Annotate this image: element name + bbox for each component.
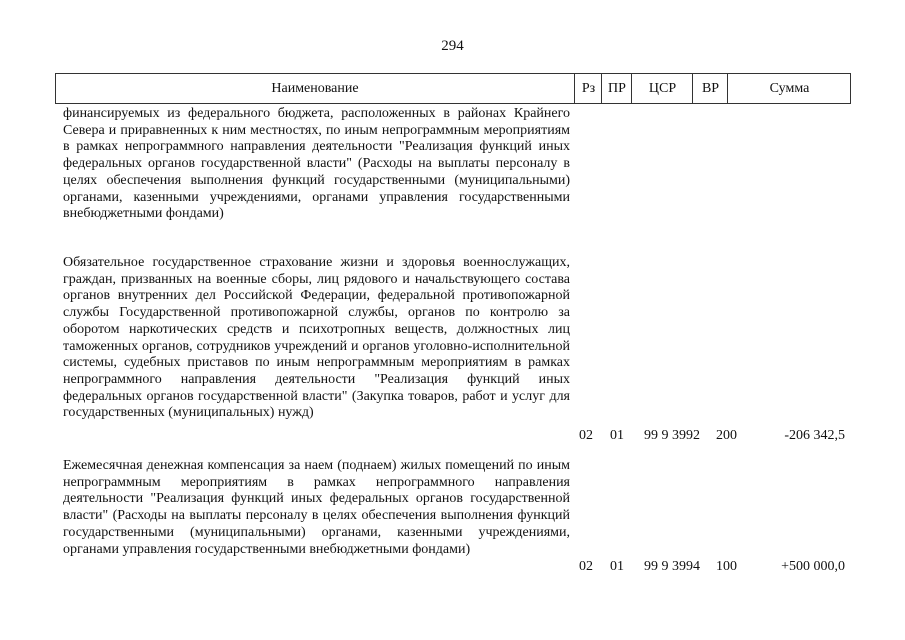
table-header [55,73,851,104]
header-rz: Рз [574,74,602,103]
row-rz: 02 [579,559,593,575]
table-row [55,255,851,445]
row-vr: 200 [716,428,737,444]
page-number: 294 [441,38,464,54]
header-vr: ВР [692,74,728,103]
budget-table [55,73,851,575]
table-row [55,106,851,240]
row-csr: 99 9 3994 [644,559,700,575]
row-text: Обязательное государственное страхование жизни и здоровья военнослужащих, граждан, призванных на военные сборы, лиц рядового и начальствующего состава органов внутренних дел Российской Федерации, федеральной противопожарной службы Государственной противопожарной службы, органов по контролю за оборотом наркотических средств и психотропных веществ, должностных лиц таможенных органов, сотрудников учреждений и органов уголовно-исполнительной системы, судебных приставов по иным непрограммным мероприятиям в рамках непрограммного направления деятельности "Реализация функций иных федеральных органов государственной власти" (Закупка товаров, работ и услуг для государственных (муниципальных) нужд) [63,255,570,421]
row-sum: -206 342,5 [784,428,845,444]
row-csr: 99 9 3992 [644,428,700,444]
header-pr: ПР [601,74,632,103]
row-text: Ежемесячная денежная компенсация за наем (поднаем) жилых помещений по иным непрограммным мероприятиям в рамках непрограммного направления деятельности "Реализация функций иных федеральных органов государственной власти" (Расходы на выплаты персоналу в целях обеспечения выполнения функций государственными (муниципальными) органами, казенными учреждениями, органами управления государственными внебюджетными фондами) [63,458,570,557]
row-pr: 01 [610,428,624,444]
row-pr: 01 [610,559,624,575]
header-csr: ЦСР [631,74,693,103]
row-vr: 100 [716,559,737,575]
row-rz: 02 [579,428,593,444]
header-name: Наименование [271,81,359,96]
table-row [55,458,851,576]
row-sum: +500 000,0 [781,559,845,575]
row-text: финансируемых из федерального бюджета, расположенных в районах Крайнего Севера и приравненных к ним местностях, по иным непрограммным мероприятиям в рамках непрограммного направления деятельности "Реализация функций иных федеральных органов государственной власти" (Расходы на выплаты персоналу в целях обеспечения выполнения функций государственными (муниципальными) органами, казенными учреждениями, органами управления государственными внебюджетными фондами) [63,106,570,222]
header-sum: Сумма [727,74,851,103]
